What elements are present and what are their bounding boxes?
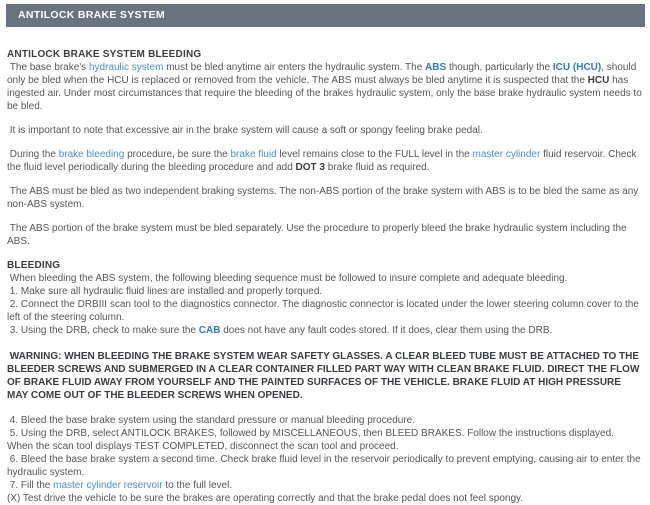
paragraph-fluid-level [7,148,642,174]
text-run: BLEEDING [7,260,61,271]
text-run: procedure, be sure the [124,149,231,160]
link-icu-hcu[interactable]: ICU (HCU) [552,62,602,73]
text-run: though, particularly the [446,62,553,73]
section-title-abs-bleeding [7,48,642,61]
link-brake-fluid[interactable]: brake fluid [230,149,277,160]
list-item-7 [7,479,642,492]
text-run: During the [7,149,59,160]
text-run: 7. Fill the [7,480,54,491]
list-item-1 [7,285,642,298]
section-header-title: ANTILOCK BRAKE SYSTEM [18,9,165,21]
link-abs[interactable]: ABS [425,62,447,73]
text-run: 2. Connect the DRBIII scan tool to the diagnostics connector. The diagnostic connector is located under the lower steering column cover to the left of the steering column. [7,299,642,323]
text-run: fluid reservoir. Check the fluid level periodically during the bleeding procedure and add [7,149,640,173]
text-run: 3. Using the DRB, check to make sure the [7,325,199,336]
section-title-bleeding [7,259,642,272]
text-run: DOT 3 [295,162,325,173]
list-item-3 [7,324,642,337]
text-run: 6. Bleed the base brake system a second time. Check brake fluid level in the reservoir periodically to prevent emptying, causing air to enter the hydraulic system. [7,454,644,478]
link-cab[interactable]: CAB [198,325,221,336]
text-run: 5. Using the DRB, select ANTILOCK BRAKES, followed by MISCELLANEOUS, then BLEED BRAKES. Follow the instructions displayed. When the scan tool displays TEST COMPLETED, disconnect the scan tool and proceed. [7,428,617,452]
list-item-test-drive [7,492,642,505]
text-run: WARNING: WHEN BLEEDING THE BRAKE SYSTEM WEAR SAFETY GLASSES. A CLEAR BLEED TUBE MUST BE ATTACHED TO THE BLEEDER SCREWS AND SUBMERGED IN A CLEAR CONTAINER FILLED PART WAY WITH CLEAN BRAKE FLUID. DIRECT THE FLOW OF BRAKE FLUID AWAY FROM YOURSELF AND THE PAINTED SURFACES OF THE VEHICLE. BRAKE FLUID AT HIGH PRESSURE MAY COME OUT OF THE BLEEDER SCREWS WHEN OPENED. [7,351,643,401]
paragraph-intro [7,61,645,113]
paragraph-abs-separately [7,222,642,248]
text-run: brake fluid as required. [324,162,430,173]
link-master-cylinder-reservoir[interactable]: master cylinder reservoir [53,480,163,491]
text-run: When bleeding the ABS system, the following bleeding sequence must be followed to insure complete and adequate bleeding. [7,273,568,284]
text-run: HCU [587,75,610,86]
text-run: 1. Make sure all hydraulic fluid lines are installed and properly torqued. [7,286,323,297]
text-run: It is important to note that excessive air in the brake system will cause a soft or spongy feeling brake pedal. [7,125,483,136]
text-run: The base brake's [7,62,89,73]
text-run: (X) Test drive the vehicle to be sure the brakes are operating correctly and that the brake pedal does not feel spongy. [7,493,524,504]
text-run: to the full level. [162,480,233,491]
text-run: does not have any fault codes stored. If it does, clear them using the DRB. [220,325,553,336]
document-content [0,27,650,505]
text-run: level remains close to the FULL level in the [276,149,473,160]
text-run: The ABS must be bled as two independent braking systems. The non-ABS portion of the brake system with ABS is to be bled the same as any non-ABS system. [7,186,642,210]
text-run: ANTILOCK BRAKE SYSTEM BLEEDING [7,49,202,60]
link-master-cylinder[interactable]: master cylinder [472,149,541,160]
text-run: 4. Bleed the base brake system using the standard pressure or manual bleeding procedure. [7,415,416,426]
list-item-5 [7,427,642,453]
warning-note [7,350,642,402]
section-header-bar [6,4,645,27]
list-item-6 [7,453,642,479]
list-item-4 [7,414,642,427]
text-run: The ABS portion of the brake system must be bled separately. Use the procedure to properly bleed the brake hydraulic system including the ABS. [7,223,629,247]
text-run: has ingested air. Under most circumstances that require the bleeding of the brakes hydraulic system, only the base brake hydraulic system needs to be bled. [7,75,645,112]
text-run: must be bled anytime air enters the hydraulic system. The [163,62,426,73]
link-brake-bleeding[interactable]: brake bleeding [58,149,125,160]
text-run: , should only be bled when the HCU is replaced or removed from the vehicle. The ABS must always be bled anytime it is suspected that the [7,62,640,86]
paragraph-spongy-pedal [7,124,642,137]
list-item-2 [7,298,642,324]
link-hydraulic-system[interactable]: hydraulic system [88,62,164,73]
paragraph-two-systems [7,185,642,211]
paragraph-sequence-intro [7,272,642,285]
